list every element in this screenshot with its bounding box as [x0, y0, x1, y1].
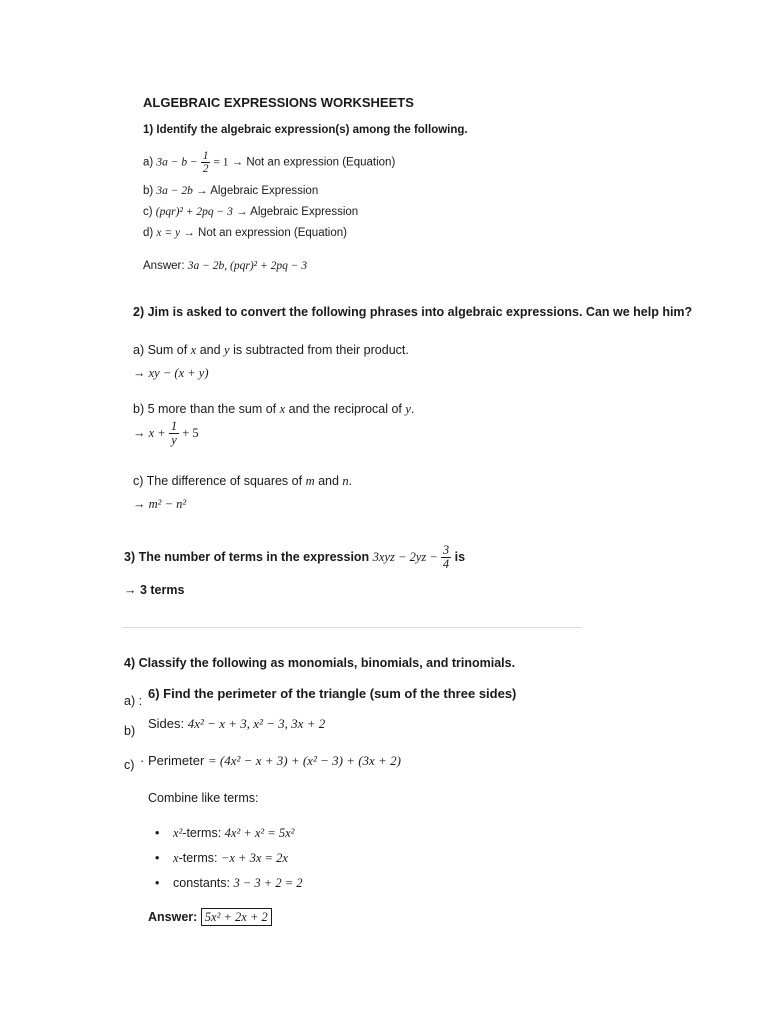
section-divider	[122, 627, 582, 628]
q6-answer-label: Answer:	[148, 910, 201, 924]
q6-b1-pre: x²	[173, 826, 183, 840]
q2-c-text-3: .	[348, 474, 353, 488]
q6-b1-expr: 4x² + x² = 5x²	[224, 826, 295, 840]
q2-a-var-x: x	[190, 343, 197, 357]
q1-heading: 1) Identify the algebraic expression(s) among the following.	[143, 124, 468, 136]
q2-c-var-m: m	[305, 474, 315, 488]
q6-bullet-3	[155, 876, 303, 891]
q1-option-c	[143, 206, 358, 218]
q1-d-expr: x = y	[156, 227, 181, 239]
q1-b-result: → Algebraic Expression	[192, 185, 319, 197]
bullet-dot: •	[155, 826, 160, 840]
q2-b-frac-num: 1	[170, 419, 178, 433]
q1-option-a	[143, 150, 395, 175]
q4-label-c: c)	[124, 758, 135, 772]
q3-frac-num: 3	[442, 543, 450, 557]
q2-a-answer: → xy − (x + y)	[133, 366, 209, 380]
q6-b3-mid: constants:	[173, 876, 234, 890]
q3-heading-pre: 3) The number of terms in the expression	[124, 549, 373, 564]
q2-b-var-x: x	[279, 402, 286, 416]
q1-option-b	[143, 185, 318, 197]
q1-a-expr-pre: 3a − b −	[156, 156, 201, 169]
q6-bullet-1	[155, 826, 294, 841]
q2-b-var-y: y	[405, 402, 411, 416]
q1-a-result: → Not an expression (Equation)	[228, 156, 396, 169]
q6-answer	[148, 910, 272, 925]
q1-answer-label: Answer:	[143, 260, 188, 272]
q4-label-b: b)	[124, 724, 136, 738]
q2-b-text-2: and the reciprocal of	[285, 402, 406, 416]
q1-a-expr-post: = 1	[210, 156, 229, 169]
q2-b-fraction	[169, 420, 179, 447]
q6-sides-label: Sides:	[148, 716, 188, 731]
q2-part-b	[133, 402, 414, 417]
q2-c-answer: → m² − n²	[133, 497, 187, 511]
q6-perimeter-label: · Perimeter	[140, 753, 208, 768]
q1-c-result: → Algebraic Expression	[232, 206, 359, 218]
q6-b3-expr: 3 − 3 + 2 = 2	[233, 876, 303, 890]
q6-b2-expr: −x + 3x = 2x	[220, 851, 288, 865]
q1-a-frac-num: 1	[202, 150, 209, 162]
q2-b-answer-pre: → x +	[133, 425, 169, 440]
q2-part-a	[133, 343, 409, 358]
q2-part-c	[133, 474, 352, 489]
q2-a-text-1: a) Sum of	[133, 343, 191, 357]
bullet-dot: •	[155, 876, 160, 890]
q2-heading: 2) Jim is asked to convert the following phrases into algebraic expressions. Can we help him?	[133, 305, 693, 319]
q1-d-label: d)	[143, 227, 157, 239]
q2-a-var-y: y	[224, 343, 230, 357]
q6-combine: Combine like terms:	[148, 791, 259, 805]
q6-perimeter	[140, 753, 401, 769]
q2-c-text-2: and	[314, 474, 343, 488]
q6-b2-mid: -terms:	[178, 851, 221, 865]
q3-expression: 3xyz − 2yz −	[372, 549, 441, 564]
q2-b-text-1: b) 5 more than the sum of	[133, 402, 280, 416]
q4-label-a: a) :	[124, 694, 143, 708]
q1-a-fraction	[201, 150, 211, 175]
q1-b-expr: 3a − 2b	[156, 185, 193, 197]
q1-c-expr: (pqr)² + 2pq − 3	[155, 206, 233, 218]
q2-b-answer	[133, 420, 199, 447]
q3-heading-post: is	[451, 549, 466, 564]
q2-c-text-1: c) The difference of squares of	[133, 474, 306, 488]
worksheet-title: ALGEBRAIC EXPRESSIONS WORKSHEETS	[143, 95, 414, 110]
q6-sides-expr: 4x² − x + 3, x² − 3, 3x + 2	[187, 716, 326, 731]
q6-sides	[148, 716, 325, 732]
q2-a-text-2: and	[196, 343, 225, 357]
q4-heading: 4) Classify the following as monomials, binomials, and trinomials.	[124, 656, 516, 670]
q3-answer: → 3 terms	[124, 583, 185, 597]
q1-c-label: c)	[143, 206, 156, 218]
q1-a-label: a)	[143, 156, 157, 169]
q1-answer	[143, 260, 307, 272]
q1-d-result: → Not an expression (Equation)	[180, 227, 347, 239]
q6-b2-pre: x	[173, 851, 179, 865]
q6-b1-mid: -terms:	[182, 826, 225, 840]
q2-b-answer-post: + 5	[179, 425, 199, 440]
q6-bullet-2	[155, 851, 288, 866]
bullet-dot: •	[155, 851, 160, 865]
q6-perimeter-expr: = (4x² − x + 3) + (x² − 3) + (3x + 2)	[207, 753, 401, 768]
q2-b-frac-den: y	[171, 433, 177, 448]
q3-frac-den: 4	[442, 557, 450, 572]
q2-c-var-n: n	[342, 474, 349, 488]
q6-heading: 6) Find the perimeter of the triangle (sum of the three sides)	[148, 686, 517, 701]
q6-answer-box: 5x² + 2x + 2	[201, 908, 272, 926]
q3-heading	[124, 544, 465, 571]
q2-b-text-3: .	[410, 402, 415, 416]
q1-answer-expr: 3a − 2b, (pqr)² + 2pq − 3	[187, 260, 308, 272]
q3-fraction	[441, 544, 451, 571]
q1-b-label: b)	[143, 185, 157, 197]
q2-a-text-3: is subtracted from their product.	[229, 343, 409, 357]
q1-option-d	[143, 227, 347, 239]
q1-a-frac-den: 2	[202, 163, 209, 176]
